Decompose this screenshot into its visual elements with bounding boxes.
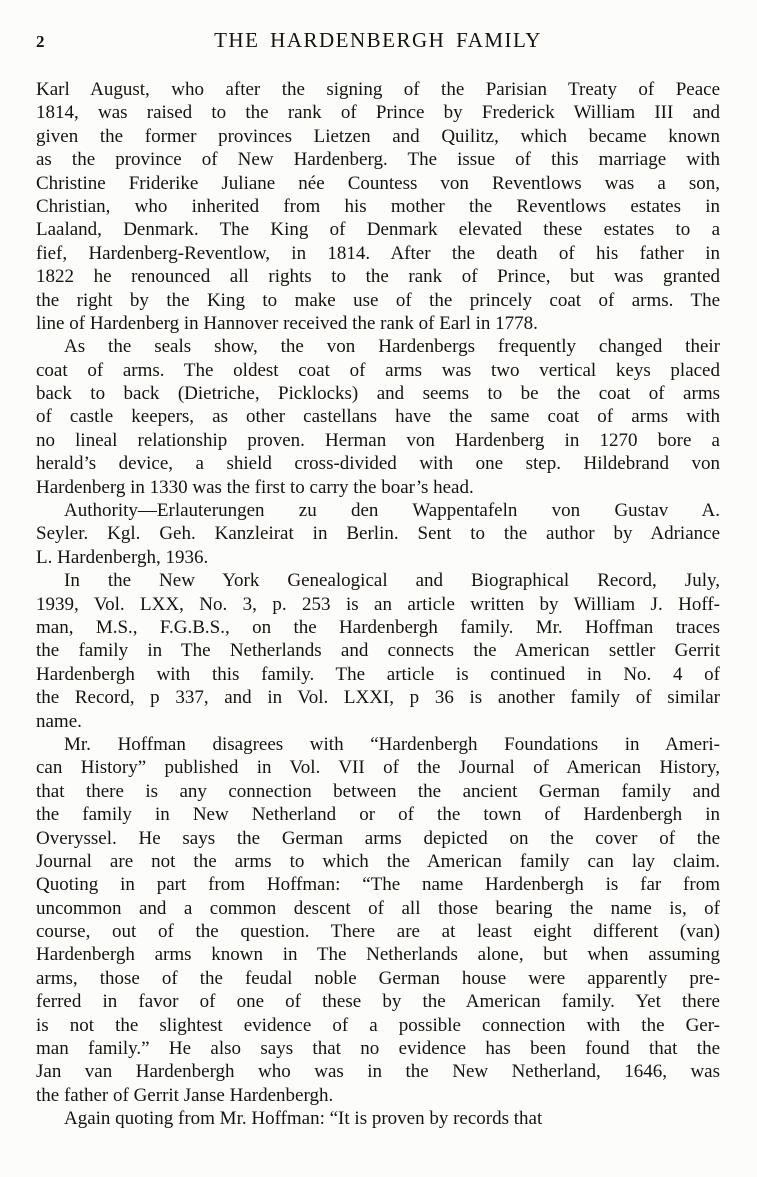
text-line: L. Hardenbergh, 1936. xyxy=(36,546,209,568)
text-line: Authority—Erlauterungen zu den Wappentafeln von Gustav A. xyxy=(64,500,720,522)
text-line: uncommon and a common descent of all those bearing the name is, of xyxy=(36,897,720,919)
paragraph xyxy=(36,733,720,1107)
text-line: Christine Friderike Juliane née Countess von Reventlows was a son, xyxy=(36,172,720,194)
text-line: no lineal relationship proven. Herman von Hardenberg in 1270 bore a xyxy=(36,429,720,451)
page-body xyxy=(36,78,720,1131)
text-line: As the seals show, the von Hardenbergs frequently changed their xyxy=(64,336,720,358)
text-line: name. xyxy=(36,710,82,732)
paragraph xyxy=(36,1107,720,1130)
text-line: can History” published in Vol. VII of the Journal of American History, xyxy=(36,757,720,779)
text-line: 1939, Vol. LXX, No. 3, p. 253 is an article written by William J. Hoff- xyxy=(36,593,720,615)
text-line: Jan van Hardenbergh who was in the New Netherland, 1646, was xyxy=(36,1061,720,1083)
text-line: Hardenbergh arms known in The Netherlands alone, but when assuming xyxy=(36,944,720,966)
text-line: the family in The Netherlands and connects the American settler Gerrit xyxy=(36,640,720,662)
text-line: back to back (Dietriche, Picklocks) and seems to be the coat of arms xyxy=(36,383,720,405)
text-line: man, M.S., F.G.B.S., on the Hardenbergh family. Mr. Hoffman traces xyxy=(36,616,720,638)
page-number: 2 xyxy=(36,32,45,51)
text-line: arms, those of the feudal noble German house were apparently pre- xyxy=(36,967,720,989)
text-line: 1822 he renounced all rights to the rank of Prince, but was granted xyxy=(36,266,720,288)
text-line: Journal are not the arms to which the American family can lay claim. xyxy=(36,850,720,872)
text-line: of castle keepers, as other castellans have the same coat of arms with xyxy=(36,406,720,428)
text-line: Quoting in part from Hoffman: “The name Hardenbergh is far from xyxy=(36,874,720,896)
text-line: Hardenbergh with this family. The article is continued in No. 4 of xyxy=(36,663,720,685)
text-line: Karl August, who after the signing of the Parisian Treaty of Peace xyxy=(36,79,720,100)
text-line: 1814, was raised to the rank of Prince by Frederick William III and xyxy=(36,102,720,124)
text-line: course, out of the question. There are at least eight different (van) xyxy=(36,921,720,943)
paragraph xyxy=(36,78,720,335)
text-line: given the former provinces Lietzen and Quilitz, which became known xyxy=(36,125,720,147)
text-line: Hardenberg in 1330 was the first to carry the boar’s head. xyxy=(36,476,474,498)
text-line: is not the slightest evidence of a possible connection with the Ger- xyxy=(36,1014,720,1036)
text-line: the family in New Netherland or of the town of Hardenbergh in xyxy=(36,804,720,826)
paragraph xyxy=(36,569,720,733)
page-header-title: THE HARDENBERGH FAMILY xyxy=(214,28,542,52)
text-line: as the province of New Hardenberg. The issue of this marriage with xyxy=(36,149,720,171)
text-line: that there is any connection between the ancient German family and xyxy=(36,780,720,802)
text-line: coat of arms. The oldest coat of arms was two vertical keys placed xyxy=(36,359,720,381)
text-line: the Record, p 337, and in Vol. LXXI, p 36 is another family of similar xyxy=(36,687,720,709)
paragraph xyxy=(36,335,720,499)
text-line: herald’s device, a shield cross-divided with one step. Hildebrand von xyxy=(36,453,720,475)
text-line: man family.” He also says that no evidence has been found that the xyxy=(36,1038,720,1060)
text-line: In the New York Genealogical and Biographical Record, July, xyxy=(64,570,720,592)
paragraph xyxy=(36,499,720,569)
text-line: the right by the King to make use of the princely coat of arms. The xyxy=(36,289,720,311)
text-line: Mr. Hoffman disagrees with “Hardenbergh Foundations in Ameri- xyxy=(64,733,720,755)
text-line: Laaland, Denmark. The King of Denmark elevated these estates to a xyxy=(36,219,720,241)
text-line: line of Hardenberg in Hannover received the rank of Earl in 1778. xyxy=(36,312,538,334)
text-line: fief, Hardenberg-Reventlow, in 1814. After the death of his father in xyxy=(36,242,720,264)
text-line: Again quoting from Mr. Hoffman: “It is proven by records that xyxy=(64,1108,543,1130)
text-line: Overyssel. He says the German arms depicted on the cover of the xyxy=(36,827,720,849)
text-line: Seyler. Kgl. Geh. Kanzleirat in Berlin. Sent to the author by Adriance xyxy=(36,523,720,545)
page-header xyxy=(36,28,720,54)
text-line: Christian, who inherited from his mother the Reventlows estates in xyxy=(36,195,720,217)
text-line: the father of Gerrit Janse Hardenbergh. xyxy=(36,1084,334,1106)
text-line: ferred in favor of one of these by the American family. Yet there xyxy=(36,991,720,1013)
